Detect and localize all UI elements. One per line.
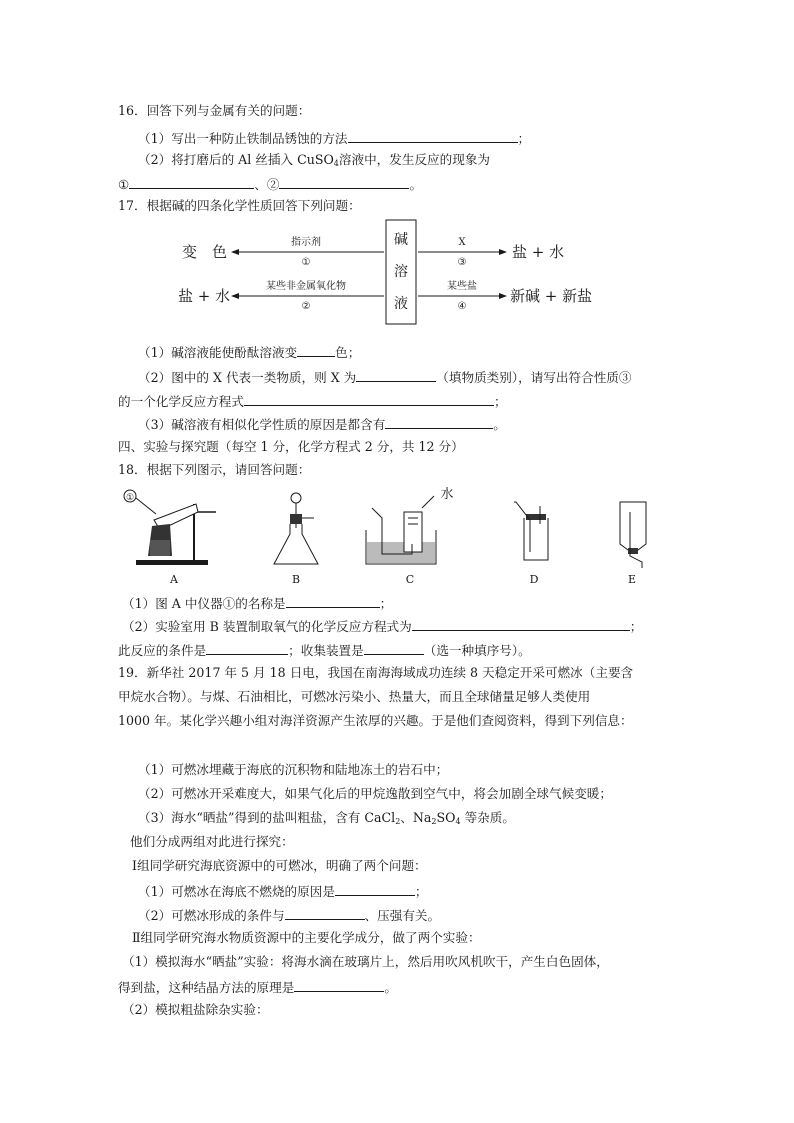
arrow1-number: ① [301,257,311,268]
apparatus-c [366,486,454,586]
right-top-product: 盐 + 水 [512,243,565,261]
answer-blank[interactable] [412,617,630,631]
q17-part3: （3）碱溶液有相似化学性质的原因是都含有 。 [138,417,506,432]
answer-blank[interactable] [297,343,335,357]
q16-part2: （2）将打磨后的 Al 丝插入 CuSO$_4$溶液中，发生反应的现象为 [138,152,490,168]
q19-group1: Ⅰ组同学研究海底资源中的可燃冰，明确了两个问题： [132,858,427,873]
q16-part1: （1）写出一种防止铁制品锈蚀的方法 ； [138,131,531,146]
right-bottom-product: 新碱 + 新盐 [510,287,593,305]
q18-part1: （1）图 A 中仪器①的名称是 ； [122,596,393,611]
arrow4-label: 某些盐 [447,281,477,292]
left-bottom-product: 盐 + 水 [178,287,231,305]
q16-answer-row: ① 、② 。 [118,177,423,192]
svg-text:①: ① [125,493,135,503]
q19-group1-q1: （1）可燃冰在海底不燃烧的原因是 ； [138,884,428,899]
q19-line3: 1000 年。某化学兴趣小组对海洋资源产生浓厚的兴趣。于是他们查阅资料，得到下列信息： [118,713,633,728]
apparatus-e [620,502,646,586]
apparatus-a [124,490,216,586]
arrow4-number: ④ [457,301,467,312]
apparatus-figure [116,484,676,588]
answer-blank[interactable] [385,415,493,429]
center-char: 碱 [394,232,408,248]
answer-blank[interactable] [356,368,436,382]
answer-blank[interactable] [244,392,494,406]
label-b: B [291,573,301,586]
q19-line1: 19．新华社 2017 年 5 月 18 日电，我国在南海海域成功连续 8 天稳定开采可燃冰（主要含 [118,665,634,680]
center-char: 液 [394,296,408,312]
answer-blank[interactable] [286,594,380,608]
label-e: E [627,573,637,586]
answer-blank[interactable] [129,175,254,189]
water-label: 水 [440,487,454,502]
label-d: D [529,573,539,586]
section-4-heading: 四、实验与探究题（每空 1 分，化学方程式 2 分，共 12 分） [118,439,464,454]
base-properties-diagram [170,218,600,328]
q19-groups: 他们分成两组对此进行探究： [130,834,294,849]
q19-info1: （1）可燃冰埋藏于海底的沉积物和陆地冻土的岩石中； [138,762,449,777]
answer-blank[interactable] [335,882,415,896]
q19-group2-q2: （2）模拟粗盐除杂实验： [122,1002,269,1017]
q19-group1-q2: （2）可燃冰形成的条件与 、压强有关。 [138,908,441,923]
q18-title: 18．根据下列图示，请回答问题： [118,462,311,477]
arrow3-number: ③ [457,257,467,268]
answer-blank[interactable] [206,641,288,655]
answer-blank[interactable] [348,129,518,143]
q19-group2-q1: （1）模拟海水“晒盐”实验：将海水滴在玻璃片上，然后用吹风机吹干，产生白色固体， [122,954,609,969]
apparatus-d [514,502,548,586]
q18-part2: （2）实验室用 B 装置制取氧气的化学反应方程式为 ； [122,619,643,634]
apparatus-b [274,493,318,586]
q19-group2-q1-cont: 得到盐，这种结晶方法的原理是 。 [118,980,397,995]
answer-blank[interactable] [294,978,384,992]
center-char: 溶 [394,264,408,280]
q19-info2: （2）可燃冰开采难度大，如果气化后的甲烷逸散到空气中，将会加剧全球气候变暖； [138,786,612,801]
label-a: A [170,573,178,586]
arrow3-label: X [458,237,466,248]
q19-info3: （3）海水“晒盐”得到的盐叫粗盐，含有 CaCl$_2$、$Na_2SO_4$ 等杂质。 [138,810,515,826]
q16-title: 16．回答下列与金属有关的问题： [118,103,311,118]
label-c: C [405,573,415,586]
q19-group2: Ⅱ组同学研究海水物质资源中的主要化学成分，做了两个实验： [132,930,481,945]
q17-part1: （1）碱溶液能使酚酞溶液变 色； [138,345,361,360]
q18-part2-cont: 此反应的条件是 ；收集装置是 （选一种填序号）。 [118,643,531,658]
left-top-product: 变 色 [182,243,228,261]
arrow1-label: 指示剂 [291,237,321,248]
answer-blank[interactable] [285,906,365,920]
answer-blank[interactable] [279,175,409,189]
arrow2-number: ② [301,301,311,312]
q17-part2: （2）图中的 X 代表一类物质，则 X 为 （填物质类别），请写出符合性质③ [138,370,632,385]
q19-line2: 甲烷水合物）。与煤、石油相比，可燃冰污染小、热量大，而且全球储量足够人类使用 [118,689,591,704]
arrow2-label: 某些非金属氧化物 [266,281,346,292]
q17-part2-cont: 的一个化学反应方程式 ； [118,394,507,409]
q17-title: 17．根据碱的四条化学性质回答下列问题： [118,198,361,213]
answer-blank[interactable] [364,641,424,655]
